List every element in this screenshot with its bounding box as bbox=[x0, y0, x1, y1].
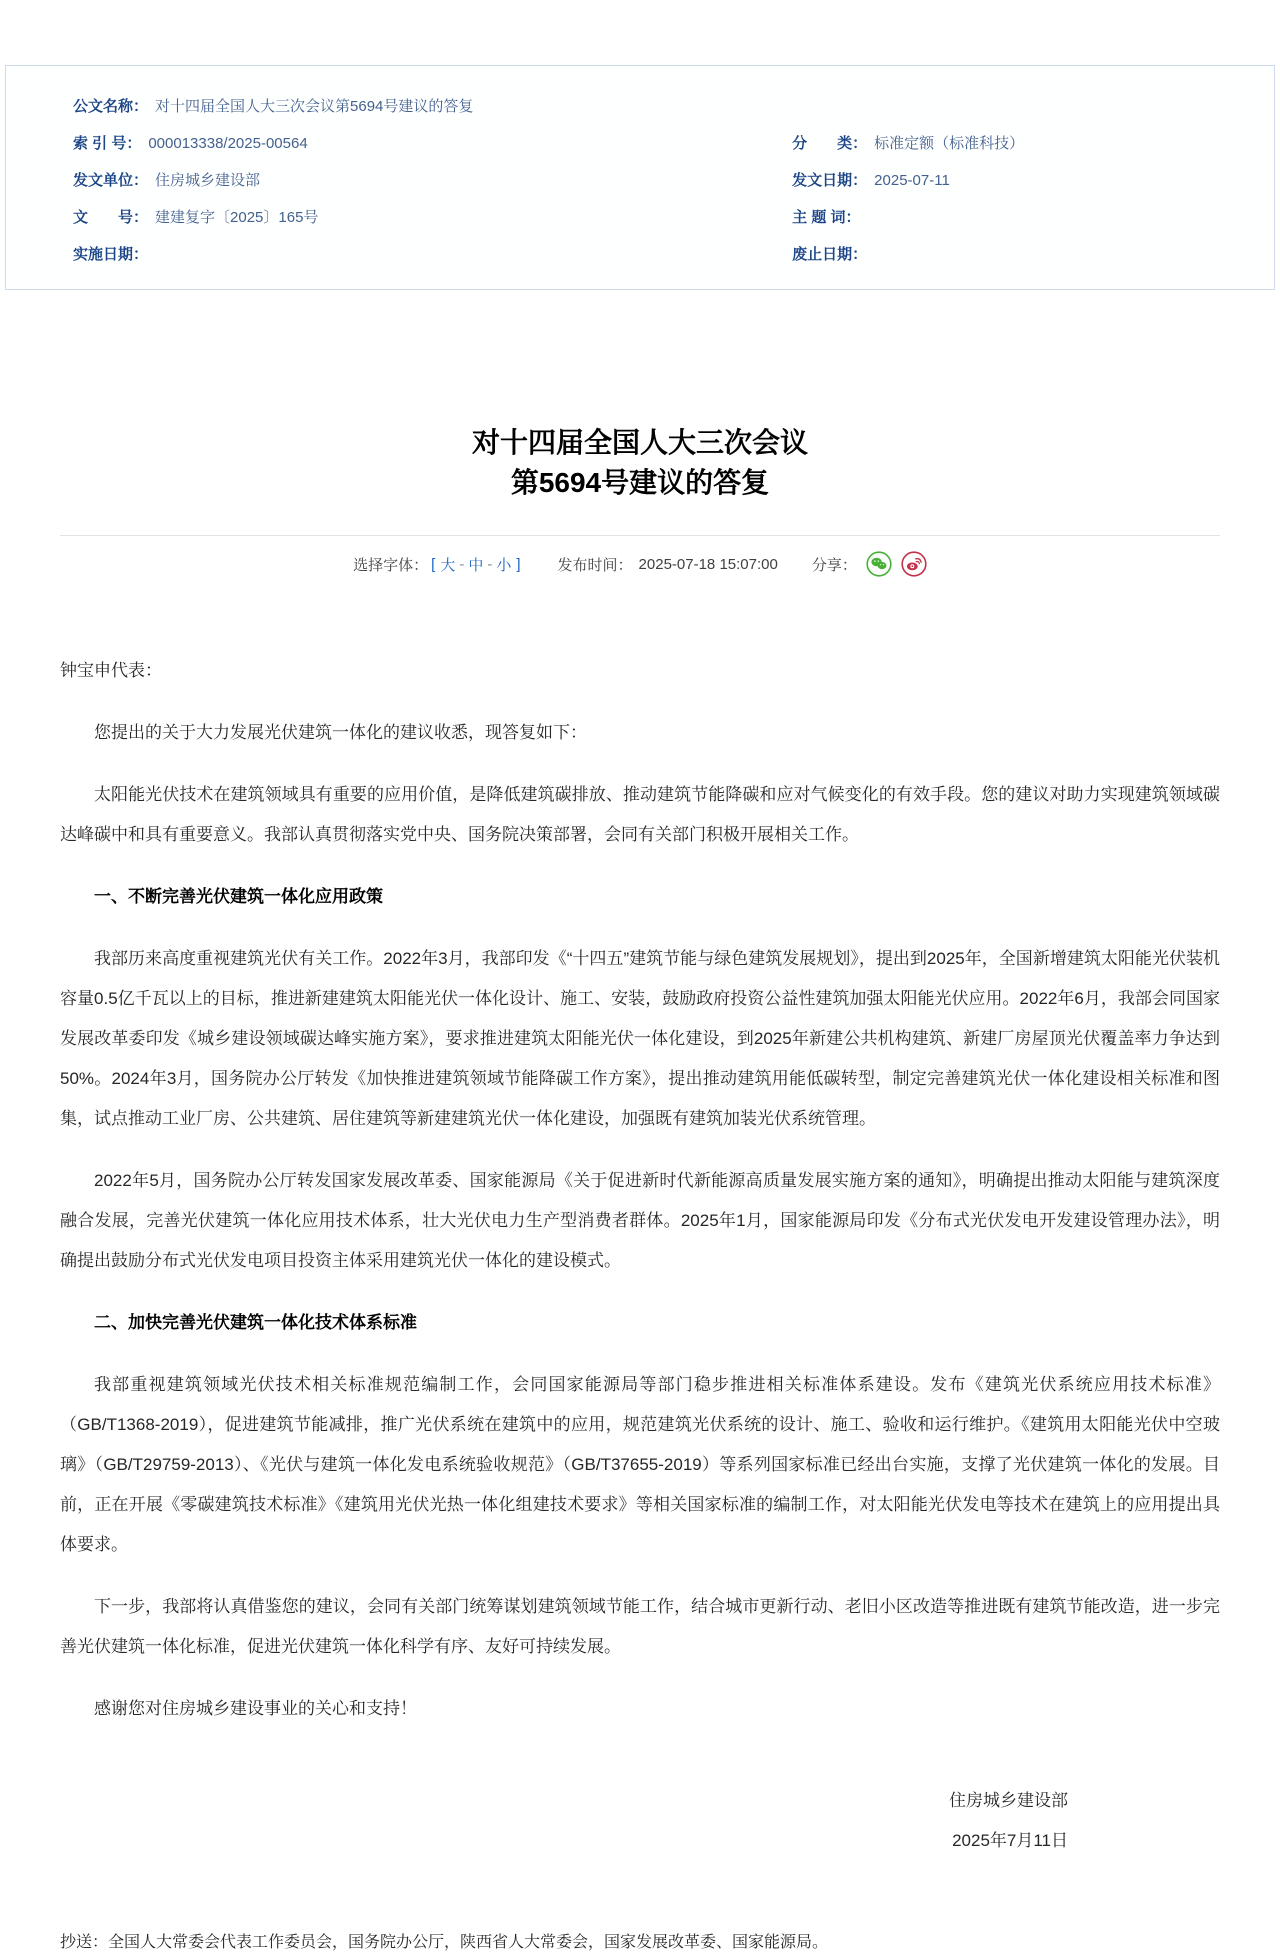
meta-value-issue-date: 2025-07-11 bbox=[874, 172, 950, 189]
font-size-large-link[interactable]: 大 bbox=[440, 556, 456, 574]
body-paragraph: 2022年5月，国务院办公厅转发国家发展改革委、国家能源局《关于促进新时代新能源高质量发展实施方案的通知》，明确提出推动太阳能与建筑深度融合发展，完善光伏建筑一体化应用技术体系，壮大光伏电力生产型消费者群体。2025年1月，国家能源局印发《分布式光伏发电开发建设管理办法》，明确提出鼓励分布式光伏发电项目投资主体采用建筑光伏一体化的建设模式。 bbox=[60, 1171, 1220, 1270]
meta-label-issuing-unit: 发文单位： bbox=[73, 172, 149, 189]
section-heading-1: 一、不断完善光伏建筑一体化应用政策 bbox=[94, 887, 383, 906]
signature-date: 2025年7月11日 bbox=[952, 1831, 1068, 1850]
meta-label-abolish-date: 废止日期： bbox=[792, 246, 868, 263]
document-meta-box bbox=[5, 65, 1275, 290]
dash-separator: - bbox=[459, 555, 465, 573]
article-toolbar bbox=[0, 551, 1280, 577]
meta-label-doc-name: 公文名称： bbox=[73, 98, 149, 115]
meta-row-index-class bbox=[6, 125, 1274, 162]
meta-label-index-no: 索 引 号： bbox=[73, 135, 142, 152]
wechat-icon[interactable] bbox=[866, 551, 892, 577]
document-body bbox=[60, 651, 1220, 1729]
publish-time-group bbox=[558, 554, 778, 575]
body-paragraph: 太阳能光伏技术在建筑领域具有重要的应用价值，是降低建筑碳排放、推动建筑节能降碳和应对气候变化的有效手段。您的建议对助力实现建筑领域碳达峰碳中和具有重要意义。我部认真贯彻落实党中央、国务院决策部署，会同有关部门积极开展相关工作。 bbox=[60, 785, 1220, 844]
meta-row-unit-date bbox=[6, 162, 1274, 199]
meta-value-doc-name: 对十四届全国人大三次会议第5694号建议的答复 bbox=[155, 98, 474, 115]
bracket-close: ] bbox=[516, 555, 521, 573]
font-size-selector bbox=[353, 554, 523, 575]
body-paragraph: 下一步，我部将认真借鉴您的建议，会同有关部门统筹谋划建筑领域节能工作，结合城市更新行动、老旧小区改造等推进既有建筑节能改造，进一步完善光伏建筑一体化标准，促进光伏建筑一体化科学有序、友好可持续发展。 bbox=[60, 1597, 1220, 1656]
publish-time-value: 2025-07-18 15:07:00 bbox=[638, 555, 778, 573]
meta-row-effective-abolish bbox=[6, 236, 1274, 273]
meta-label-category: 分 类： bbox=[792, 135, 868, 152]
meta-row-doc-name bbox=[6, 88, 1274, 125]
meta-label-doc-no: 文 号： bbox=[73, 209, 149, 226]
font-size-small-link[interactable]: 小 bbox=[496, 556, 512, 574]
dash-separator: - bbox=[487, 555, 493, 573]
meta-label-effective-date: 实施日期： bbox=[73, 246, 149, 263]
meta-value-issuing-unit: 住房城乡建设部 bbox=[155, 172, 261, 189]
signature-block bbox=[60, 1781, 1220, 1861]
share-label: 分享： bbox=[811, 556, 857, 574]
publish-time-label: 发布时间： bbox=[557, 556, 633, 574]
meta-label-issue-date: 发文日期： bbox=[792, 172, 868, 189]
signature-org: 住房城乡建设部 bbox=[949, 1791, 1068, 1810]
body-paragraph: 我部历来高度重视建筑光伏有关工作。2022年3月，我部印发《“十四五”建筑节能与绿色建筑发展规划》，提出到2025年，全国新增建筑太阳能光伏装机容量0.5亿千瓦以上的目标，推进新建建筑太阳能光伏一体化设计、施工、安装，鼓励政府投资公益性建筑加强太阳能光伏应用。2022年6月，我部会同国家发展改革委印发《城乡建设领域碳达峰实施方案》，要求推进建筑太阳能光伏一体化建设，到2025年新建公共机构建筑、新建厂房屋顶光伏覆盖率力争达到50%。2024年3月，国务院办公厅转发《加快推进建筑领域节能降碳工作方案》，提出推动建筑用能低碳转型，制定完善建筑光伏一体化建设相关标准和图集，试点推动工业厂房、公共建筑、居住建筑等新建建筑光伏一体化建设，加强既有建筑加装光伏系统管理。 bbox=[60, 949, 1220, 1128]
section-heading-2: 二、加快完善光伏建筑一体化技术体系标准 bbox=[94, 1313, 417, 1332]
font-size-medium-link[interactable]: 中 bbox=[468, 556, 484, 574]
closing-thanks: 感谢您对住房城乡建设事业的关心和支持！ bbox=[94, 1699, 417, 1718]
page-title-line2: 第5694号建议的答复 bbox=[510, 467, 770, 498]
meta-value-doc-no: 建建复字〔2025〕165号 bbox=[155, 209, 319, 226]
meta-row-docno-keywords bbox=[6, 199, 1274, 236]
share-group bbox=[812, 551, 927, 577]
body-paragraph: 我部重视建筑领域光伏技术相关标准规范编制工作，会同国家能源局等部门稳步推进相关标准体系建设。发布《建筑光伏系统应用技术标准》（GB/T1368-2019），促进建筑节能减排，推广光伏系统在建筑中的应用，规范建筑光伏系统的设计、施工、验收和运行维护。《建筑用太阳能光伏中空玻璃》（GB/T29759-2013）、《光伏与建筑一体化发电系统验收规范》（GB/T37655-2019）等系列国家标准已经出台实施，支撑了光伏建筑一体化的发展。目前，正在开展《零碳建筑技术标准》《建筑用光伏光热一体化组建技术要求》等相关国家标准的编制工作，对太阳能光伏发电等技术在建筑上的应用提出具体要求。 bbox=[60, 1375, 1220, 1554]
salutation: 钟宝申代表： bbox=[60, 661, 162, 680]
page-title-line1: 对十四届全国人大三次会议 bbox=[471, 427, 808, 458]
meta-value-index-no: 000013338/2025-00564 bbox=[148, 135, 308, 152]
bracket-open: [ bbox=[431, 555, 436, 573]
font-size-label: 选择字体： bbox=[353, 556, 429, 574]
meta-label-keywords: 主 题 词： bbox=[792, 209, 861, 226]
page-title bbox=[0, 423, 1280, 503]
cc-line: 抄送：全国人大常委会代表工作委员会，国务院办公厅，陕西省人大常委会，国家发展改革委、国家能源局。 bbox=[60, 1934, 829, 1951]
title-divider bbox=[60, 535, 1220, 536]
body-paragraph: 您提出的关于大力发展光伏建筑一体化的建议收悉，现答复如下： bbox=[94, 723, 587, 742]
weibo-icon[interactable] bbox=[901, 551, 927, 577]
meta-value-category: 标准定额（标准科技） bbox=[874, 135, 1025, 152]
